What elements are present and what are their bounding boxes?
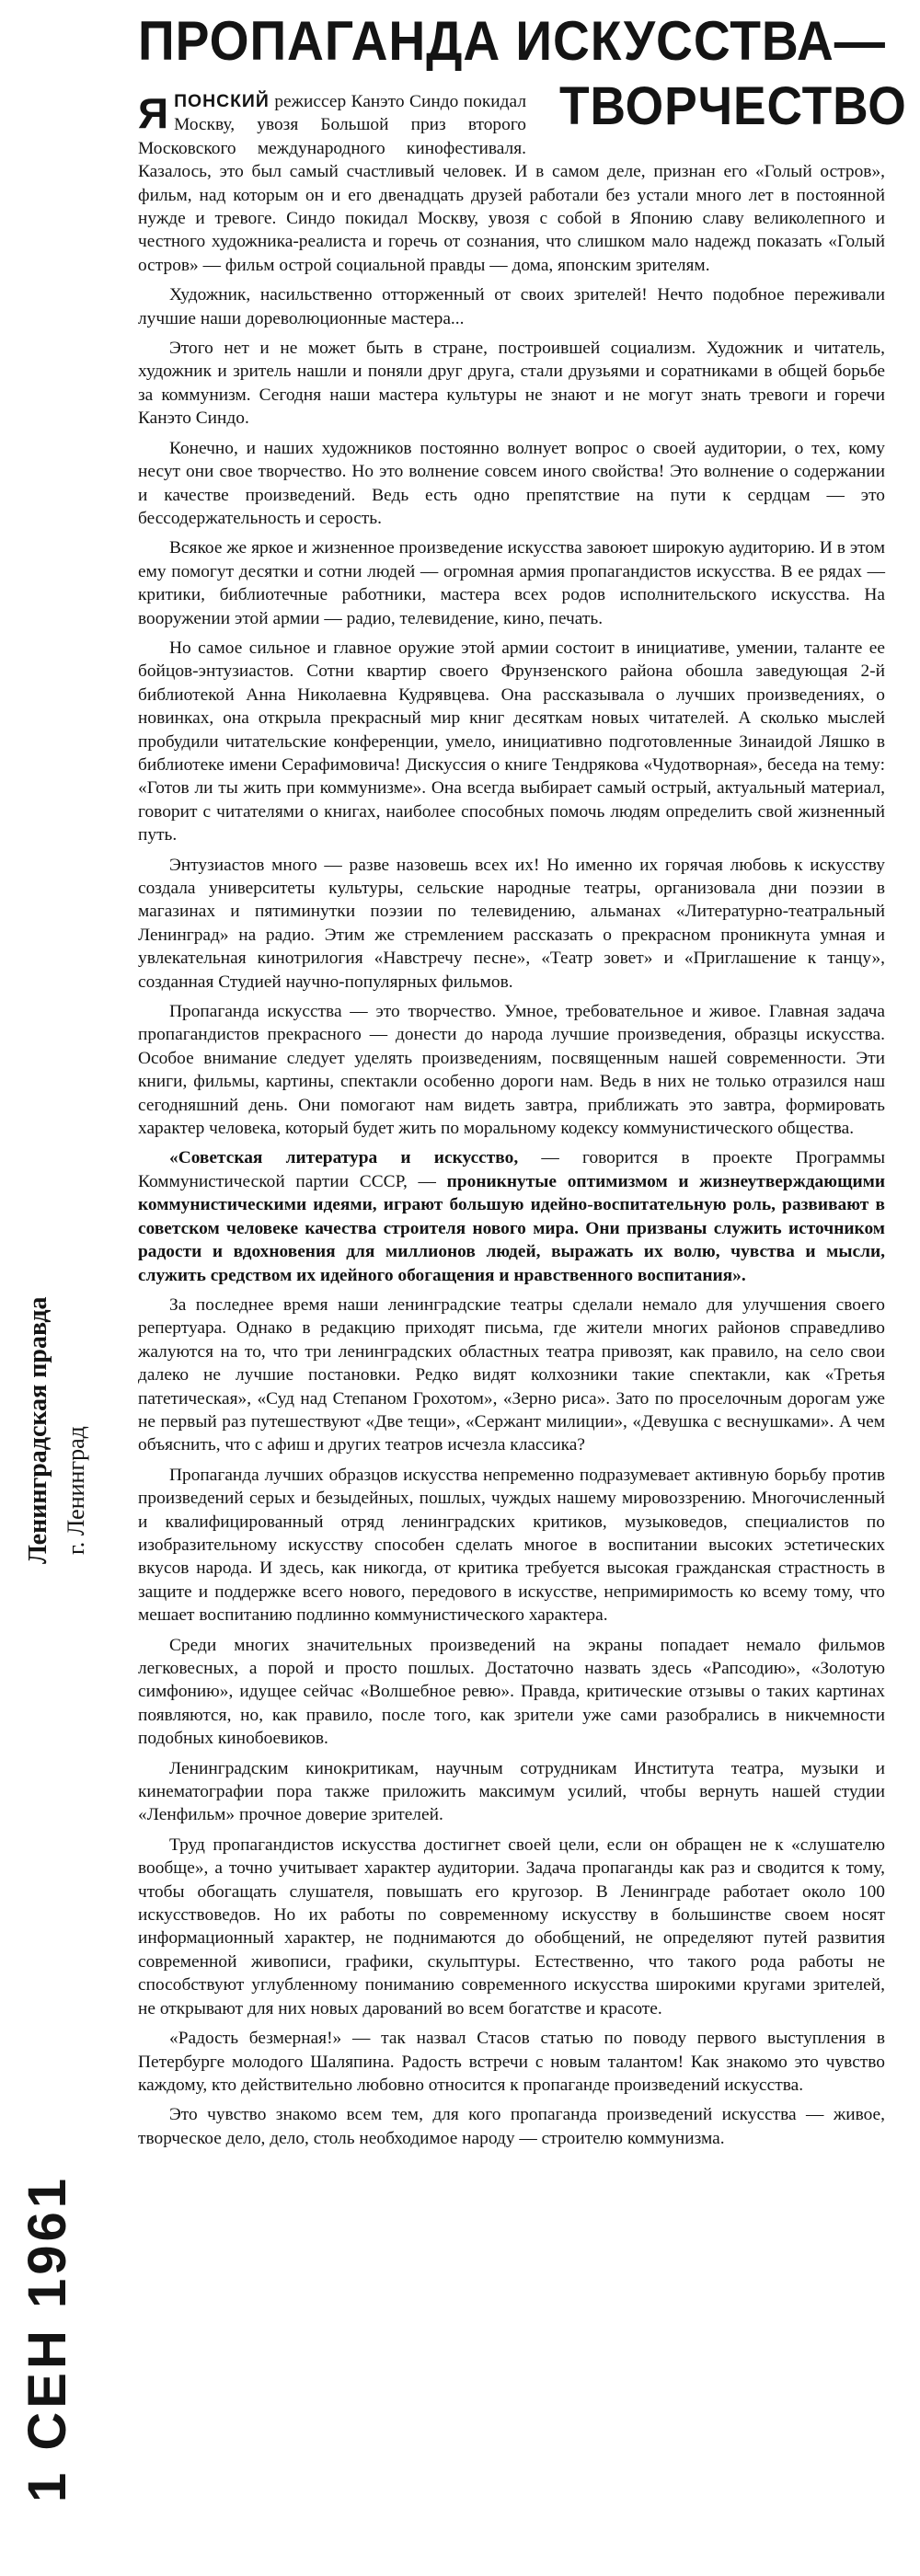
dropcap: Я — [138, 89, 169, 137]
paragraph-10: За последнее время наши ленинградские театры сделали немало для улучшения своего репертуара. Однако в редакцию приходят письма, где жители многих районов справедливо жалуются на то, что три ленинградских областных театра привозят, как правило, на село свои далеко не лучшие постановки. Редко видят колхозники такие спектакли, как «Третья патетическая», «Суд над Степаном Грохотом», «Зерно риса». Зато по проселочным дорогам уже не первый раз путешествуют «Две тещи», «Сержант милиции», «Девушка с веснушками». А чем объяснить, что с афиш и других театров исчезла классика? — [138, 1294, 885, 1455]
quote-part-b: проникнутые оптимизмом и жизнеутверждающими коммунистическими идеями, играют большую идейно-воспитательную роль, развивают в советском человеке качества строителя нового мира. Они призваны служить источником радости и вдохновения для миллионов людей, выражать их волю, чувства и мысли, служить средством их идейного обогащения и нравственного воспитания». — [138, 1171, 885, 1285]
date-stamp: 1 СЕН 1961 — [17, 2175, 77, 2502]
paragraph-3: Этого нет и не может быть в стране, построившей социализм. Художник и читатель, художник и зритель нашли и поняли друг друга, стали друзьями и соратниками в общей борьбе за коммунизм. Сегодня наши мастера культуры не знают и не могут знать тревоги и горечи Канэто Синдо. — [138, 339, 885, 429]
paragraph-2: Художник, насильственно отторженный от своих зрителей! Нечто подобное переживали лучшие наши дореволюционные мастера... — [138, 285, 885, 328]
date-stamp-box — [7, 2175, 81, 2502]
paragraph-4: Конечно, и наших художников постоянно волнует вопрос о своей аудитории, о тех, кому несут они свое творчество. Но это волнение совсем иного свойства! Это волнение о содержании и качестве произведений. Ведь есть одно препятствие на пути к сердцам — это бессодержательность и серость. — [138, 438, 885, 528]
quote-part-a: «Советская литература и искусство, — [169, 1148, 519, 1168]
headline-gap — [526, 90, 885, 151]
paragraph-9-quote — [138, 1146, 885, 1286]
headline-line-2: ТВОРЧЕСТВО — [559, 76, 907, 136]
paragraph-16: Это чувство знакомо всем тем, для кого пропаганда произведений искусства — живое, творческое дело, дело, столь необходимое народу — строителю коммунизма. — [138, 2105, 885, 2148]
paragraph-15: «Радость безмерная!» — так назвал Стасов статью по поводу первого выступления в Петербурге молодого Шаляпина. Радость встречи с новым талантом! Как знакомо это чувство каждому, кто действительно любовно относится к пропаганде произведений искусства. — [138, 2029, 885, 2095]
paragraph-1-text: режиссер Канэто Синдо покидал Москву, увозя Большой приз второго Московского международного кинофестиваля. Казалось, это был самый счастливый человек. И в самом деле, признан его «Голый остров», фильм, над которым он и его двенадцать друзей работали без устали много лет в постоянной нужде и тревоге. Синдо покидал Москву, увозя с собой в Японию славу великолепного и честного художника-реалиста и горечь от сознания, что слишком мало надежд показать «Голый остров» — фильм острой социальной правды — дома, японским зрителям. — [138, 92, 885, 275]
paragraph-6: Но самое сильное и главное оружие этой армии состоит в инициативе, умении, таланте ее бойцов-энтузиастов. Сотни квартир своего Фрунзенского района обошла заведующая 2-й библиотекой Анна Николаевна Кудрявцева. Она рассказывала о лучших произведениях, о новинках, она открыла прекрасный мир книг десяткам новых читателей. А сколько мыслей пробудили читательские конференции, умело, инициативно подготовленные Зинаидой Ляшко в библиотеке имени Серафимовича! Дискуссия о книге Тендрякова «Чудотворная», беседа на тему: «Готов ли ты жить при коммунизме». Она всегда выбирает самый острый, актуальный материал, говорит с читателями о книгах, наиболее способных помочь людям определить свой жизненный путь. — [138, 638, 885, 845]
quote-attribution: — говорится в проекте Программы Коммунистической партии СССР, — — [138, 1148, 885, 1191]
newspaper-city: г. Ленинград — [63, 1426, 89, 1555]
article-body — [138, 90, 885, 2156]
paragraph-8: Пропаганда искусства — это творчество. Умное, требовательное и живое. Главная задача пропагандистов прекрасного — донести до народа лучшие произведения, образцы искусства. Особое внимание следует уделять произведениям, посвященным нашей современности. Эти книги, фильмы, картины, спектакли особенно дороги нам. Ведь в них не только отразился наш сегодняшний день. Они помогают нам видеть завтра, приближать это завтра, формировать характер человека, который будет жить по моральному кодексу коммунистического общества. — [138, 1002, 885, 1139]
source-annotation — [17, 1296, 118, 1564]
paragraph-12: Среди многих значительных произведений на экраны попадает немало фильмов легковесных, а порой и просто пошлых. Достаточно назвать здесь «Рапсодию», «Золотую симфонию», идущее сейчас «Волшебное ревю». Правда, критические отзывы о таких картинах появляются, но, как правило, после того, как зрители уже сами разобрались в никчемности подобных кинобоевиков. — [138, 1635, 885, 1749]
paragraph-5: Всякое же яркое и жизненное произведение искусства завоюет широкую аудиторию. И в этом ему помогут десятки и сотни людей — огромная армия пропагандистов искусства. В ее рядах — критики, библиотечные работники, мастера всех родов исполнительского искусства. На вооружении этой армии — радио, телевидение, кино, печать. — [138, 538, 885, 628]
paragraph-11: Пропаганда лучших образцов искусства непременно подразумевает активную борьбу против произведений серых и безыдейных, пошлых, чуждых нашему мировоззрению. Многочисленный и квалифицированный отряд ленинградских критиков, музыковедов, специалистов по изобразительному искусству способен сделать многое в воспитании высоких эстетических вкусов народа. И здесь, как никогда, от критика требуется высокая гражданская страстность в защите и поддержке всего нового, передового в искусстве, непримиримость ко всему тому, что мешает воспитанию подлинно коммунистического характера. — [138, 1465, 885, 1626]
headline-line-1: ПРОПАГАНДА ИСКУССТВА— — [138, 10, 886, 72]
paragraph-14: Труд пропагандистов искусства достигнет своей цели, если он обращен не к «слушателю вообще», а точно учитывает характер аудитории. Задача пропаганды как раз и сводится к тому, чтобы обогащать слушателя, повышать его кругозор. В Ленинграде работает около 100 искусствоведов. Но их работы по современному искусству в большинстве своем носят информационный характер, не поднимаются до обобщений, не определяют путей развития современной живописи, графики, скульптуры. Естественно, что такого рода работы не способствуют углубленному пониманию современного искусства широкими кругами зрителей, не открывают для них новых дарований во всем богатстве и красоте. — [138, 1834, 885, 2018]
paragraph-13: Ленинградским кинокритикам, научным сотрудникам Института театра, музыки и кинематографии пора также приложить максимум усилий, чтобы вернуть нашей студии «Ленфильм» прочное доверие зрителей. — [138, 1758, 885, 1825]
newspaper-name: Ленинградская правда — [24, 1296, 52, 1564]
paragraph-7: Энтузиастов много — разве назовешь всех их! Но именно их горячая любовь к искусству создала университеты культуры, сельские народные театры, организовала дни поэзии в магазинах и пятиминутки поэзии по телевидению, альманах «Литературно-театральный Ленинград» на радио. Этим же стремлением рассказать о прекрасном проникнута умная и увлекательная кинотрилогия «Навстречу песне», «Театр зовет» и «Приглашение к танцу», созданная Студией научно-популярных фильмов. — [138, 855, 885, 992]
lead-caps: ПОНСКИЙ — [174, 91, 270, 111]
